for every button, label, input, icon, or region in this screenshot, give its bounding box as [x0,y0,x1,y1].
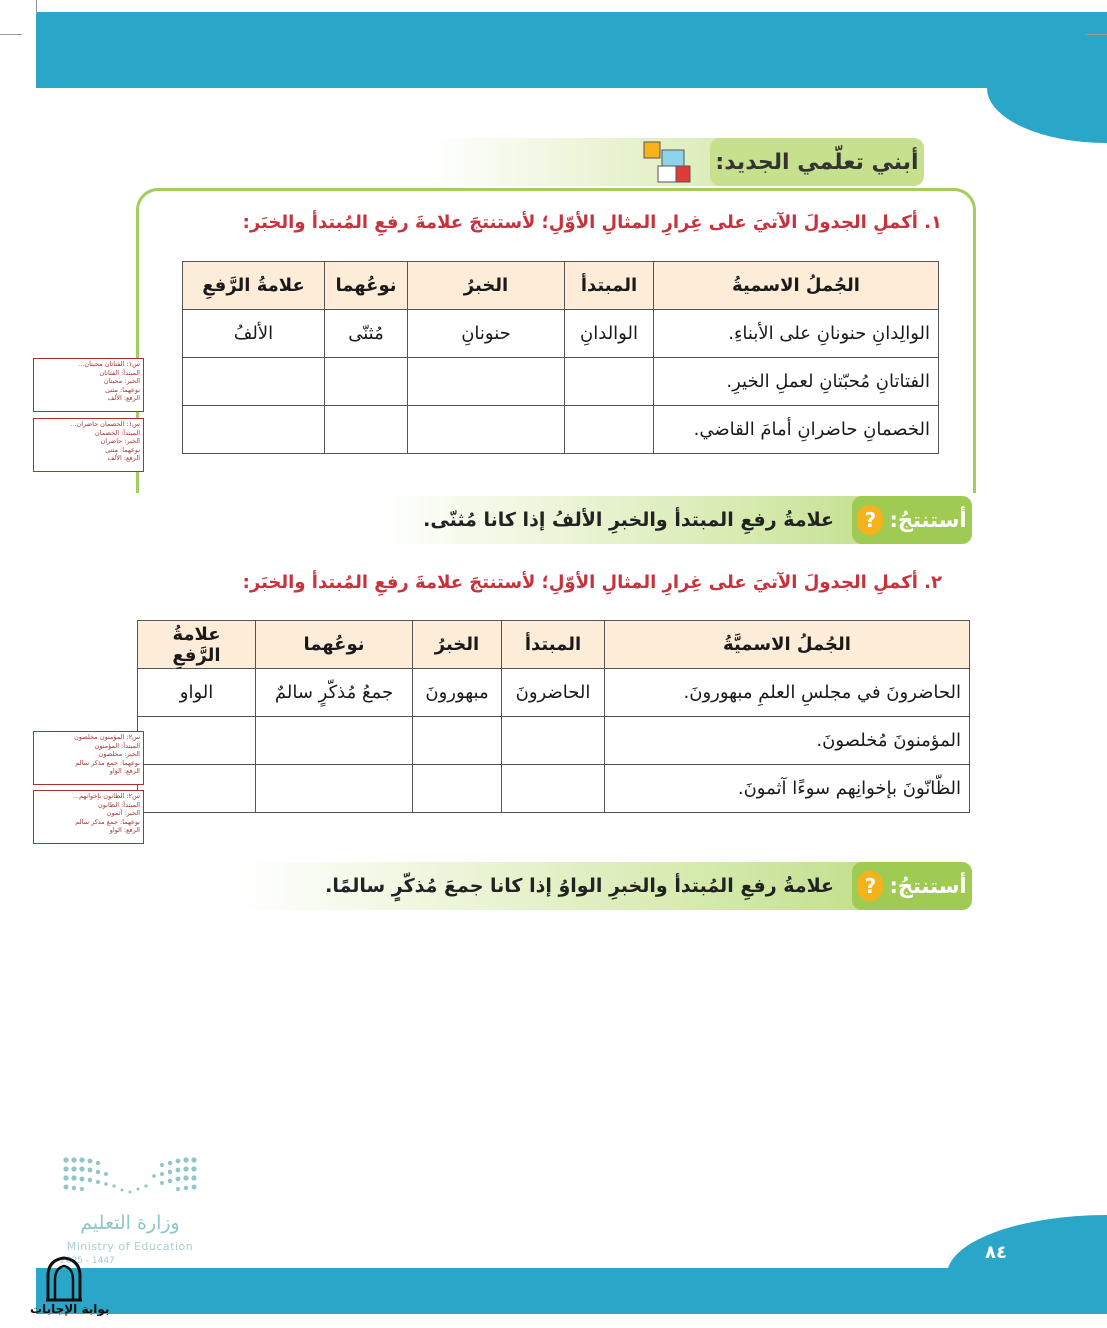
sentence-cell: الخصمانِ حاضرانِ أمامَ القاضي. [654,406,939,454]
sentence-cell: المؤمنونَ مُخلصونَ. [605,717,970,765]
case-sign-cell[interactable] [183,358,325,406]
table-row [138,669,970,717]
type-cell[interactable] [325,406,408,454]
page-number: ٨٤ [985,1242,1007,1263]
type-cell: مُثنّى [325,310,408,358]
table-row [138,717,970,765]
answer-note[interactable]: س٢: الظانون بإخوانهم... المبتدأ: الظانون الخبر: آثمون نوعهما: جمع مذكر سالم الرفع: الواو [33,790,144,844]
ministry-name-ar: وزارة التعليم [80,1212,180,1234]
site-label[interactable]: بوابة الإجابات [30,1302,110,1316]
subject-cell: الحاضرونَ [502,669,605,717]
type-cell[interactable] [325,358,408,406]
edition-year: 2025 - 1447 [60,1256,115,1266]
type-cell[interactable] [256,717,413,765]
sentence-cell: الفتاتانِ مُحبّتانِ لعملِ الخيرِ. [654,358,939,406]
subject-cell[interactable] [502,765,605,813]
table-row [138,765,970,813]
case-sign-cell: الواو [138,669,256,717]
conclusion-2-text: علامةُ رفعِ المُبتدأ والخبرِ الواوُ إذا كانا جمعَ مُذكّرٍ سالمًا. [325,875,834,897]
col-header-sentence: الجُملُ الاسميَّةُ [605,621,970,669]
case-sign-cell[interactable] [138,765,256,813]
answer-note[interactable]: س٢: المؤمنون مخلصون المبتدأ: المؤمنون الخبر: مخلصون نوعهما: جمع مذكر سالم الرفع: الواو [33,731,144,785]
type-cell: جمعُ مُذكّرٍ سالمٌ [256,669,413,717]
ministry-logo-icon [62,1154,198,1198]
predicate-cell: حنونانِ [408,310,565,358]
col-header-predicate: الخبرُ [408,262,565,310]
col-header-case-sign: علامةُ الرَّفعِ [183,262,325,310]
cubes-icon [640,138,696,186]
sentence-cell: الظّانّونَ بإخوانِهم سوءًا آثمونَ. [605,765,970,813]
col-header-subject: المبتدأ [502,621,605,669]
conclusion-1-text: علامةُ رفعِ المبتدأ والخبرِ الألفُ إذا كانا مُثنّى. [423,509,834,531]
conclusion-1-bar [380,496,972,544]
case-sign-cell[interactable] [183,406,325,454]
type-cell[interactable] [256,765,413,813]
col-header-subject: المبتدأ [565,262,654,310]
top-banner-swoosh [987,88,1107,143]
crop-mark [0,34,22,35]
crop-mark [36,0,37,14]
conclusion-label: أستنتجُ: ? [852,496,972,544]
col-header-predicate: الخبرُ [413,621,502,669]
bottom-banner [36,1268,1107,1314]
question-mark-icon: ? [857,871,883,901]
col-header-type: نوعُهما [256,621,413,669]
section-title: أبني تعلّمي الجديد: [710,138,924,186]
ministry-name-en: Ministry of Education [66,1240,194,1253]
crop-mark [1085,34,1107,35]
answer-note[interactable]: س١: الفتاتان محبتان... المبتدأ: الفتاتان الخبر: محبتان نوعهما: مثنى الرفع: الألف [33,358,144,412]
predicate-cell[interactable] [408,358,565,406]
case-sign-cell[interactable] [138,717,256,765]
predicate-cell[interactable] [413,717,502,765]
sentence-cell: الوالِدانِ حنونانِ على الأبناءِ. [654,310,939,358]
conclusion-label: أستنتجُ: ? [852,862,972,910]
predicate-cell: مبهورونَ [413,669,502,717]
predicate-cell[interactable] [413,765,502,813]
col-header-sentence: الجُملُ الاسميةُ [654,262,939,310]
question-mark-icon: ? [857,505,883,535]
table-row [183,406,939,454]
exercise-2-instruction: ٢. أكملِ الجدولَ الآتيَ على غِرارِ المثالِ الأوّلِ؛ لأستنتجَ علامةَ رفعِ المُبتدأ والخبَر: [242,572,942,593]
gate-arch-icon [44,1256,84,1302]
table-header-row [138,621,970,669]
answer-note[interactable]: س١: الخصمان حاضران... المبتدأ: الخصمان الخبر: حاضران نوعهما: مثنى الرفع: الألف [33,418,144,472]
exercise-1-table [182,261,939,454]
case-sign-cell: الألفُ [183,310,325,358]
table-row [183,358,939,406]
predicate-cell[interactable] [408,406,565,454]
subject-cell[interactable] [565,358,654,406]
subject-cell[interactable] [565,406,654,454]
subject-cell[interactable] [502,717,605,765]
conclusion-2-bar [236,862,972,910]
table-row [183,310,939,358]
exercise-1-instruction: ١. أكملِ الجدولَ الآتيَ على غِرارِ المثالِ الأوّلِ؛ لأستنتجَ علامةَ رفعِ المُبتدأ والخبَر: [242,212,942,233]
col-header-case-sign: علامةُ الرَّفعِ [138,621,256,669]
col-header-type: نوعُهما [325,262,408,310]
sentence-cell: الحاضرونَ في مجلسِ العلمِ مبهورونَ. [605,669,970,717]
bottom-banner-curve [947,1215,1107,1275]
top-banner [36,12,1107,88]
table-header-row [183,262,939,310]
exercise-2-table [137,620,970,813]
subject-cell: الوالدانِ [565,310,654,358]
